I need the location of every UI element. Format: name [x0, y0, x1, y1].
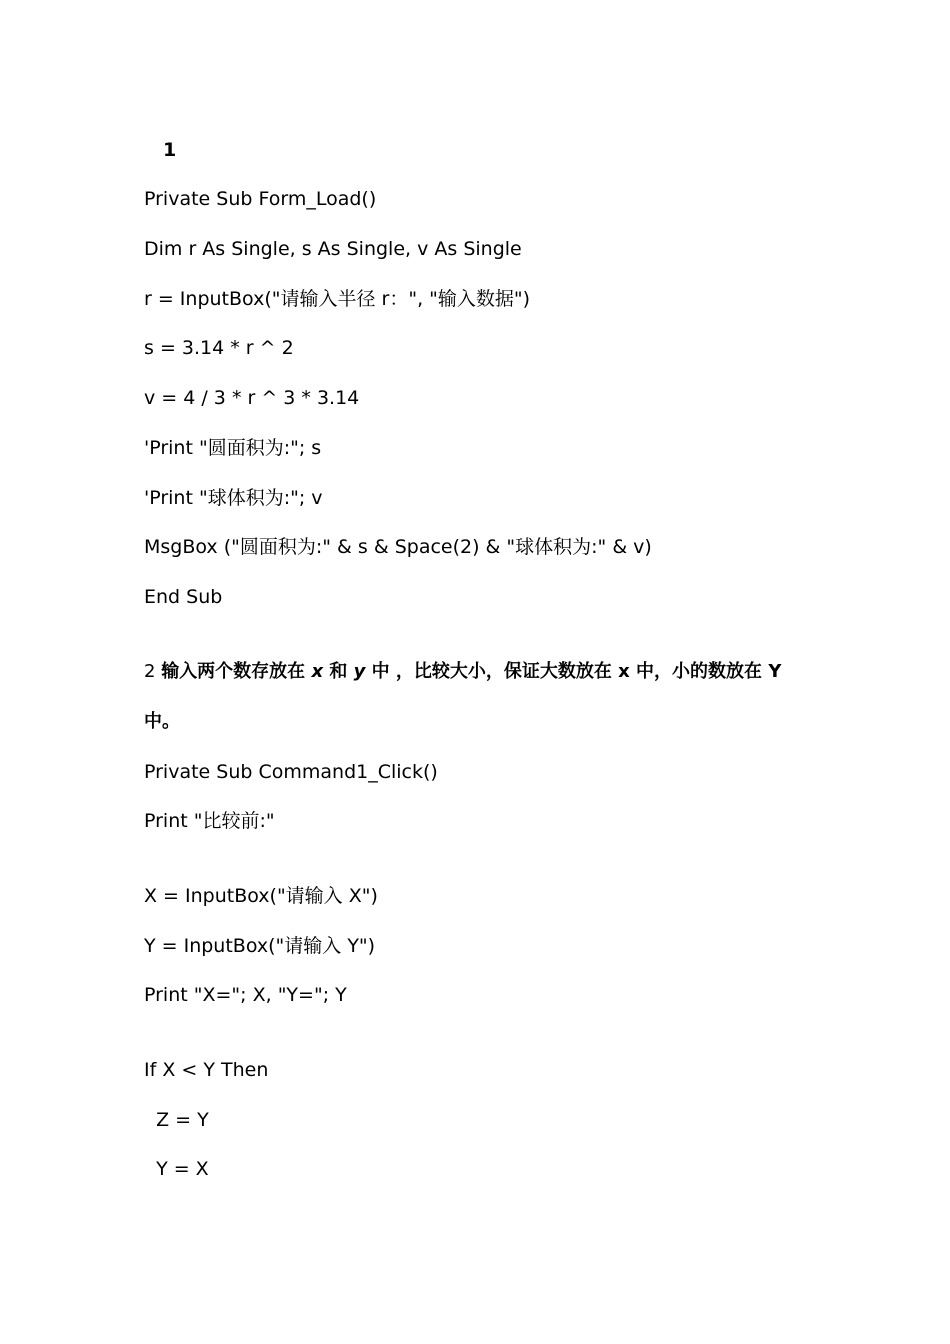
- code-line: Dim r As Single, s As Single, v As Single: [144, 238, 522, 260]
- code-line: Y = InputBox("请输入 Y"): [144, 935, 376, 957]
- code-line: If X < Y Then: [144, 1059, 269, 1081]
- section-2-title-line-2: 中。: [144, 711, 180, 732]
- code-line: Y = X: [144, 1158, 209, 1180]
- code-line: X = InputBox("请输入 X"): [144, 885, 378, 907]
- code-line: End Sub: [144, 586, 223, 608]
- code-line: Private Sub Form_Load(): [144, 188, 377, 210]
- code-line: Private Sub Command1_Click(): [144, 761, 438, 783]
- section-1-number: 1: [163, 139, 177, 161]
- section-2-title-part: 中 ，比较大小，保证大数放在 x 中，小的数放在 Y: [365, 661, 782, 682]
- code-line: Print "比较前:": [144, 810, 275, 832]
- code-line: Print "X="; X, "Y="; Y: [144, 984, 347, 1006]
- section-2-title-part: 输入两个数存放在: [161, 661, 312, 682]
- section-2-title: [144, 660, 781, 684]
- variable-x: x: [311, 661, 324, 682]
- code-line: 'Print "圆面积为:"; s: [144, 437, 322, 459]
- code-line: v = 4 / 3 * r ^ 3 * 3.14: [144, 387, 360, 409]
- code-line: 'Print "球体积为:"; v: [144, 487, 323, 509]
- section-2-number: 2: [144, 661, 156, 682]
- code-line: s = 3.14 * r ^ 2: [144, 337, 294, 359]
- code-line: MsgBox ("圆面积为:" & s & Space(2) & "球体积为:" & v): [144, 536, 652, 558]
- code-line: r = InputBox("请输入半径 r：", "输入数据"): [144, 288, 531, 310]
- variable-y: y: [353, 661, 366, 682]
- section-2-title-part: 和: [323, 661, 354, 682]
- code-line: Z = Y: [144, 1109, 209, 1131]
